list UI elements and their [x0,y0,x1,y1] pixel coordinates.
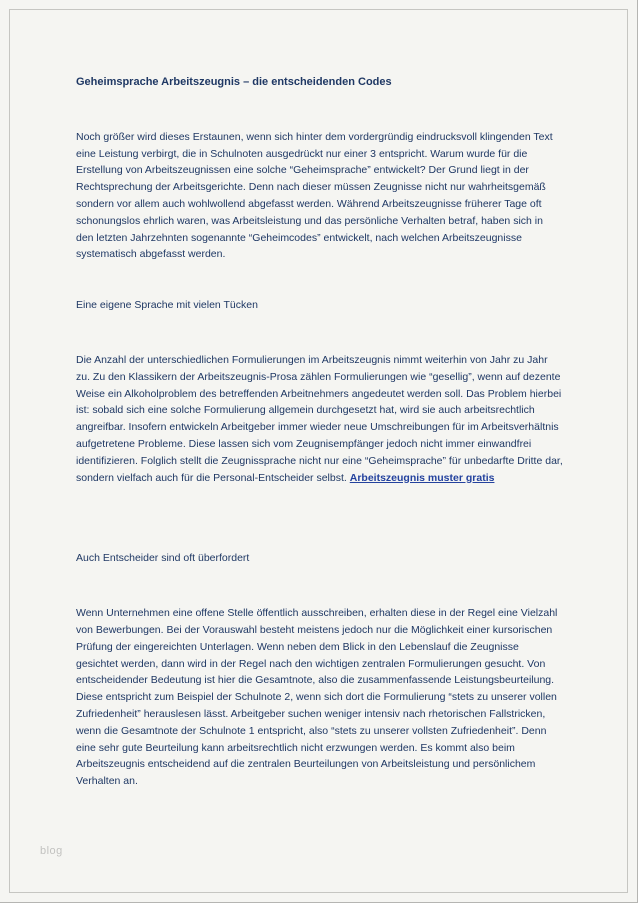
paragraph-intro: Noch größer wird dieses Erstaunen, wenn sich hinter dem vordergründig eindrucksvoll klingenden Text eine Leistung verbirgt, die in Schulnoten ausgedrückt nur einer 3 entspricht. Warum wurde für die Erstellung von Arbeitszeugnissen eine solche “Geheimsprache” entwickelt? Der Grund liegt in der Rechtsprechung der Arbeitsgerichte. Denn nach dieser müssen Zeugnisse nicht nur wahrheitsgemäß sondern vor allem auch wohlwollend abgefasst werden. Während Arbeitszeugnisse früherer Tage oft schonungslos ehrlich waren, was Arbeitsleistung und das persönliche Verhalten betraf, haben sich in den letzten Jahrzehnten sogenannte “Geheimcodes” entwickelt, nach welchen Arbeitszeugnisse systematisch abgefasst werden. [76,130,553,261]
paragraph-entscheider: Wenn Unternehmen eine offene Stelle öffentlich ausschreiben, erhalten diese in der Regel eine Vielzahl von Bewerbungen. Bei der Vorauswahl besteht meistens jedoch nur die Möglichkeit einer kursorischen Prüfung der eingereichten Unterlagen. Wenn neben dem Blick in den Lebenslauf die Zeugnisse gesichtet werden, dann wird in der Regel nach den wichtigen zentralen Formulierungen gesucht. Von entscheidender Bedeutung ist hier die Gesamtnote, also die zusammenfassende Leistungsbeurteilung. Diese entspricht zum Beispiel der Schulnote 2, wenn sich dort die Formulierung “stets zu unserer vollen Zufriedenheit” herauslesen lässt. Arbeitgeber suchen weniger intensiv nach rhetorischen Fallstricken, wenn die Gesamtnote der Schulnote 1 entspricht, also “stets zu unserer vollsten Zufriedenheit”. Denn eine sehr gute Beurteilung kann arbeitsrechtlich nicht erzwungen werden. Es kommt also beim Arbeitszeugnis entscheidend auf die zentralen Beurteilungen von Arbeitsleistung und persönlichem Verhalten an. [76,607,558,788]
arbeitszeugnis-muster-link[interactable]: Arbeitszeugnis muster gratis [349,471,495,484]
document-title: Geheimsprache Arbeitszeugnis – die entscheidenden Codes [76,76,392,88]
blog-watermark: blog [40,845,63,857]
subheading-entscheider: Auch Entscheider sind oft überfordert [76,552,250,565]
paragraph-formulierungen-text: Die Anzahl der unterschiedlichen Formulierungen im Arbeitszeugnis nimmt weiterhin von Jahr zu Jahr zu. Zu den Klassikern der Arbeitszeugnis-Prosa zählen Formulierungen wie “gesellig”, wenn auf dezente Weise ein Alkoholproblem des betreffenden Arbeitnehmers angedeutet werden soll. Das Problem hierbei ist: sobald sich eine solche Formulierung allgemein durchgesetzt hat, wird sie auch arbeitsrechtlich angreifbar. Insofern entwickeln Arbeitgeber immer wieder neue Umschreibungen für im Arbeitsverhältnis aufgetretene Probleme. Diese lassen sich vom Zeugnisempfänger jedoch nicht immer einwandfrei identifizieren. Folglich stellt die Zeugnissprache nicht nur eine “Geheimsprache” für unbedarfte Dritte dar, sondern vielfach auch für die Personal-Entscheider selbst. [76,353,563,484]
subheading-eigene-sprache: Eine eigene Sprache mit vielen Tücken [76,299,258,312]
paragraph-formulierungen [76,352,563,486]
